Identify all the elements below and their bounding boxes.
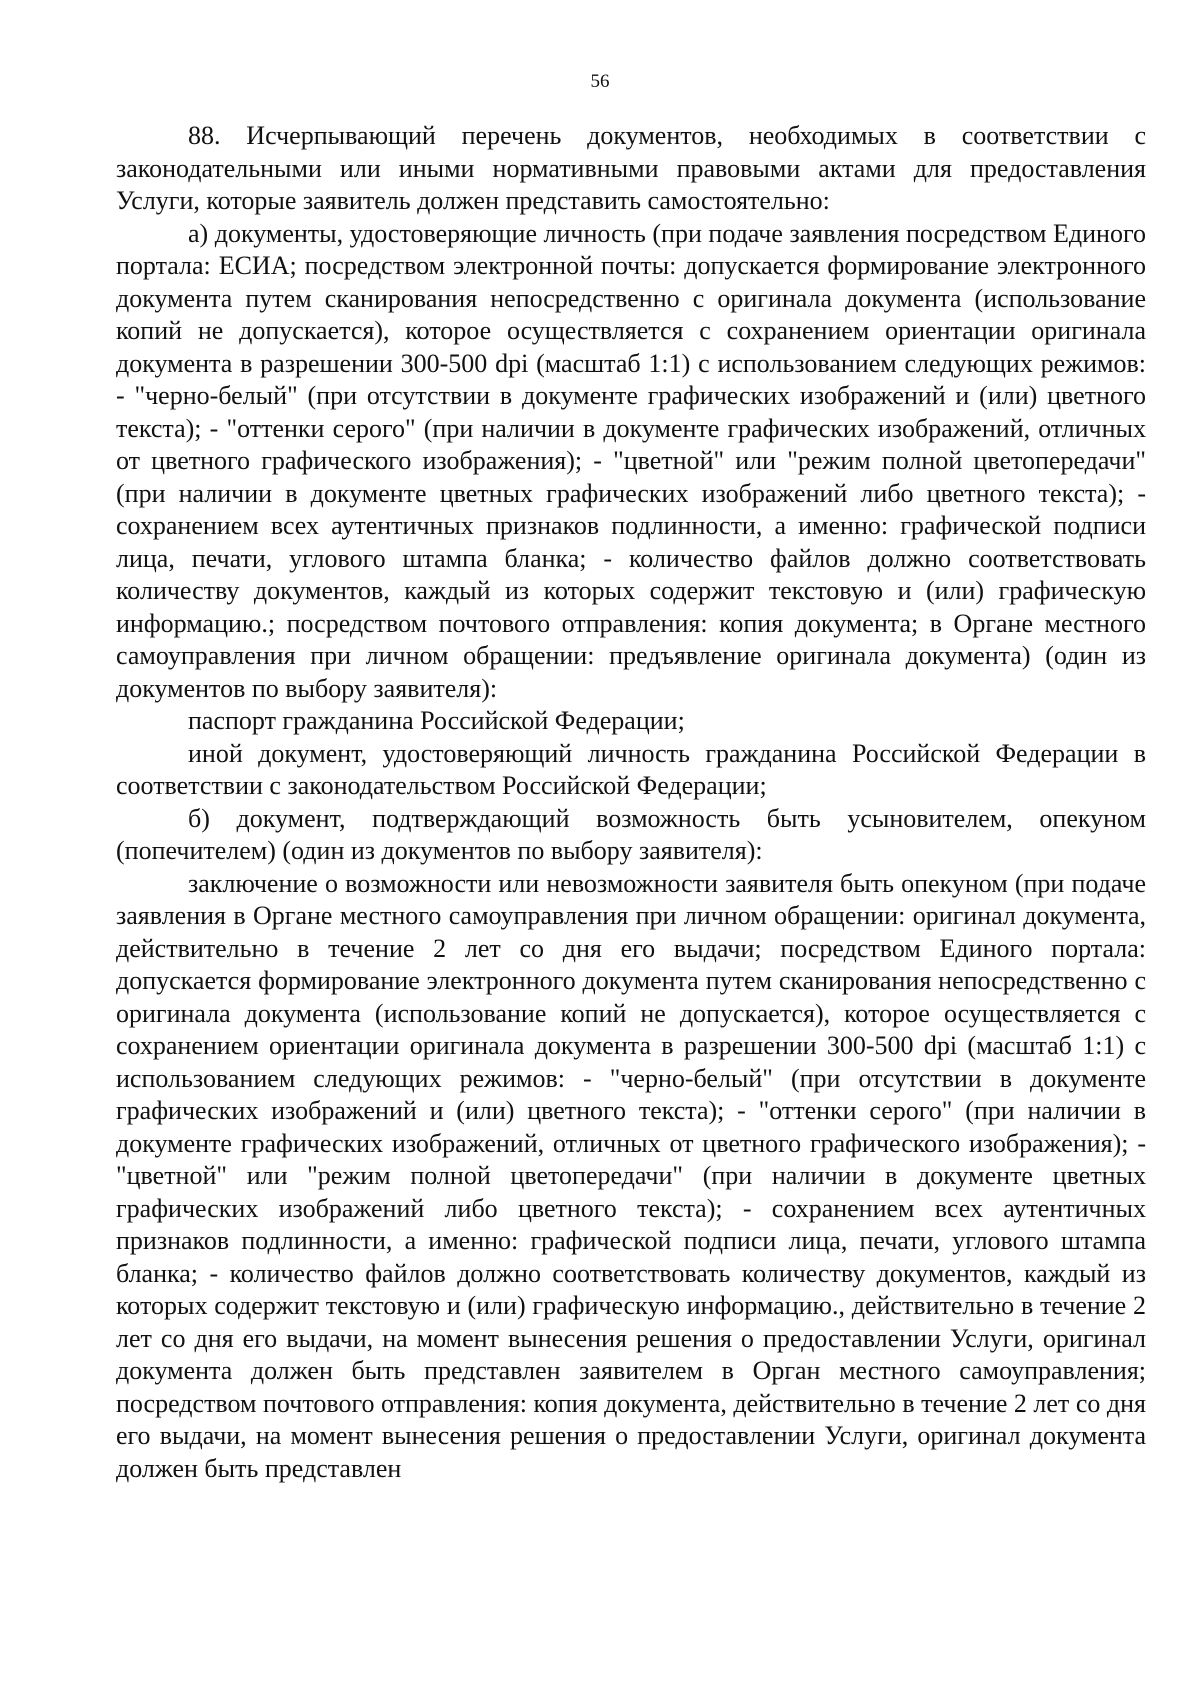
page-number: 56: [590, 71, 610, 92]
document-body: [116, 120, 1146, 1485]
paragraph-88-heading: 88. Исчерпывающий перечень документов, необходимых в соответствии с законодательными или иными нормативными правовыми актами для предоставления Услуги, которые заявитель должен представить самостоятельно:: [116, 121, 1146, 215]
paragraph-other-id: иной документ, удостоверяющий личность гражданина Российской Федерации в соответствии с законодательством Российской Федерации;: [116, 738, 1146, 800]
paragraph-passport: паспорт гражданина Российской Федерации;: [188, 706, 685, 735]
paragraph-item-a: а) документы, удостоверяющие личность (при подаче заявления посредством Единого портала: ЕСИА; посредством электронной почты: допускается формирование электронного документа путем сканирования непосредственно с оригинала документа (использование копий не допускается), которое осуществляется с сохранением ориентации оригинала документа в разрешении 300-500 dpi (масштаб 1:1) с использованием следующих режимов: - "черно-белый" (при отсутствии в документе графических изображений и (или) цветного текста); - "оттенки серого" (при наличии в документе графических изображений, отличных от цветного графического изображения); - "цветной" или "режим полной цветопередачи" (при наличии в документе цветных графических изображений либо цветного текста); - сохранением всех аутентичных признаков подлинности, а именно: графической подписи лица, печати, углового штампа бланка; - количество файлов должно соответствовать количеству документов, каждый из которых содержит текстовую и (или) графическую информацию.; посредством почтового отправления: копия документа; в Органе местного самоуправления при личном обращении: предъявление оригинала документа) (один из документов по выбору заявителя):: [116, 218, 1146, 703]
paragraph-guardianship-conclusion: заключение о возможности или невозможности заявителя быть опекуном (при подаче заявления в Органе местного самоуправления при личном обращении: оригинал документа, действительно в течение 2 лет со дня его выдачи; посредством Единого портала: допускается формирование электронного документа путем сканирования непосредственно с оригинала документа (использование копий не допускается), которое осуществляется с сохранением ориентации оригинала документа в разрешении 300-500 dpi (масштаб 1:1) с использованием следующих режимов: - "черно-белый" (при отсутствии в документе графических изображений и (или) цветного текста); - "оттенки серого" (при наличии в документе графических изображений, отличных от цветного графического изображения); - "цветной" или "режим полной цветопередачи" (при наличии в документе цветных графических изображений либо цветного текста); - сохранением всех аутентичных признаков подлинности, а именно: графической подписи лица, печати, углового штампа бланка; - количество файлов должно соответствовать количеству документов, каждый из которых содержит текстовую и (или) графическую информацию., действительно в течение 2 лет со дня его выдачи, на момент вынесения решения о предоставлении Услуги, оригинал документа должен быть представлен заявителем в Орган местного самоуправления; посредством почтового отправления: копия документа, действительно в течение 2 лет со дня его выдачи, на момент вынесения решения о предоставлении Услуги, оригинал документа должен быть представлен: [116, 868, 1146, 1483]
paragraph-item-b: б) документ, подтверждающий возможность быть усыновителем, опекуном (попечителем) (один из документов по выбору заявителя):: [116, 803, 1146, 865]
